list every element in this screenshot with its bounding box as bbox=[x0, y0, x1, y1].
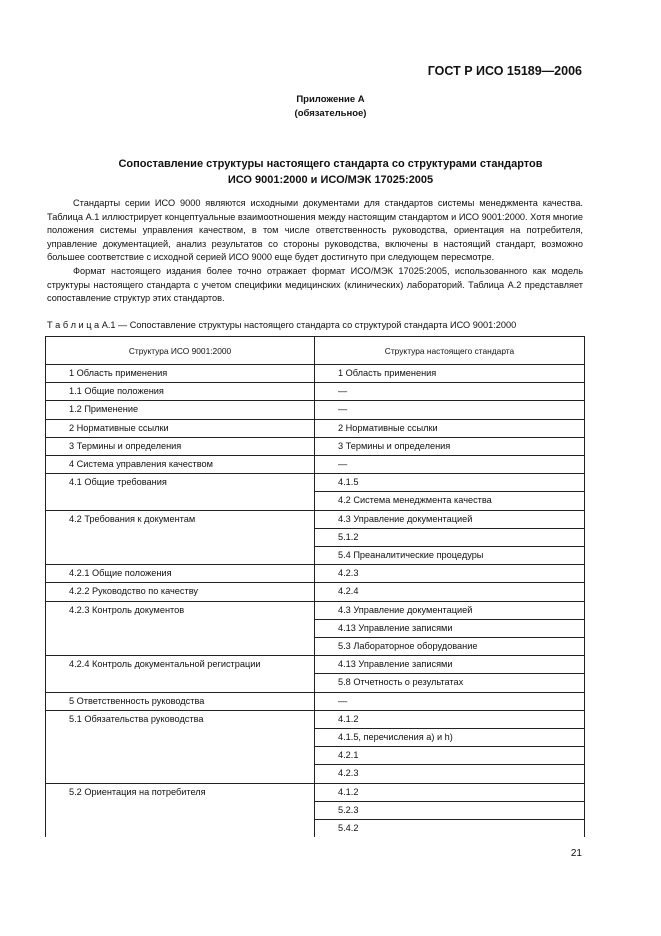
iso9001-clause: 4.2.2 Руководство по качеству bbox=[46, 583, 315, 601]
this-standard-clause: 4.1.5 bbox=[315, 474, 585, 492]
table-row bbox=[46, 656, 585, 674]
this-standard-clause: 5.4.2 bbox=[315, 820, 585, 838]
table-row bbox=[46, 437, 585, 455]
section-title-line2: ИСО 9001:2000 и ИСО/МЭК 17025:2005 bbox=[227, 174, 434, 186]
iso9001-clause: 5 Ответственность руководства bbox=[46, 692, 315, 710]
this-standard-clause: — bbox=[315, 692, 585, 710]
this-standard-clause: 4.2.4 bbox=[315, 583, 585, 601]
this-standard-clause: 4.3 Управление документацией bbox=[315, 510, 585, 528]
this-standard-clause: 5.3 Лабораторное оборудование bbox=[315, 638, 585, 656]
this-standard-clause: 4.2.3 bbox=[315, 565, 585, 583]
iso9001-clause: 1 Область применения bbox=[46, 365, 315, 383]
this-standard-clause: 4.1.2 bbox=[315, 710, 585, 728]
this-standard-clause: 4.1.5, перечисления a) и h) bbox=[315, 729, 585, 747]
header-this-standard: Структура настоящего стандарта bbox=[315, 337, 585, 365]
table-row bbox=[46, 365, 585, 383]
this-standard-clause: 1 Область применения bbox=[315, 365, 585, 383]
this-standard-clause: 4.13 Управление записями bbox=[315, 656, 585, 674]
iso9001-clause: 4.2.4 Контроль документальной регистрации bbox=[46, 656, 315, 692]
table-row bbox=[46, 456, 585, 474]
paragraph: Стандарты серии ИСО 9000 являются исходными документами для стандартов системы менеджмента качества. Таблица А.1 иллюстрирует концептуальные взаимоотношения между настоящим стандартом и ИСО 9001:2000. Хотя многие положения системы управления качеством, в том числе ответственность руководства, ориентация на потребителя, управление документацией, анализ результатов со стороны руководства, включены в настоящий стандарт, возможно большее соответствие с исходной серией ИСО 9000 еще будет достигнуто при следующем пересмотре. bbox=[47, 198, 583, 263]
table-row bbox=[46, 583, 585, 601]
table-row bbox=[46, 419, 585, 437]
table-row bbox=[46, 401, 585, 419]
iso9001-clause: 2 Нормативные ссылки bbox=[46, 419, 315, 437]
table-row bbox=[46, 383, 585, 401]
this-standard-clause: 4.3 Управление документацией bbox=[315, 601, 585, 619]
table-row bbox=[46, 565, 585, 583]
table-row bbox=[46, 692, 585, 710]
table-row bbox=[46, 601, 585, 619]
appendix-title: Приложение А bbox=[296, 94, 365, 105]
this-standard-clause: 5.2.3 bbox=[315, 801, 585, 819]
this-standard-clause: 4.1.2 bbox=[315, 783, 585, 801]
iso9001-clause: 1.1 Общие положения bbox=[46, 383, 315, 401]
this-standard-clause: 5.4 Преаналитические процедуры bbox=[315, 547, 585, 565]
iso9001-clause: 3 Термины и определения bbox=[46, 437, 315, 455]
table-row bbox=[46, 783, 585, 801]
table-body bbox=[46, 365, 585, 838]
this-standard-clause: 2 Нормативные ссылки bbox=[315, 419, 585, 437]
iso9001-clause: 4 Система управления качеством bbox=[46, 456, 315, 474]
this-standard-clause: — bbox=[315, 456, 585, 474]
table-header-row bbox=[46, 337, 585, 365]
header-iso9001: Структура ИСО 9001:2000 bbox=[46, 337, 315, 365]
table-row bbox=[46, 474, 585, 492]
iso9001-clause: 4.2.1 Общие положения bbox=[46, 565, 315, 583]
this-standard-clause: 4.2 Система менеджмента качества bbox=[315, 492, 585, 510]
this-standard-clause: — bbox=[315, 401, 585, 419]
table-caption: Т а б л и ц а А.1 — Сопоставление структуры настоящего стандарта со структурой стандарта ИСО 9001:2000 bbox=[47, 320, 517, 330]
section-title bbox=[0, 156, 661, 188]
standard-code: ГОСТ Р ИСО 15189—2006 bbox=[427, 64, 582, 78]
this-standard-clause: — bbox=[315, 383, 585, 401]
table-row bbox=[46, 710, 585, 728]
iso9001-clause: 4.2 Требования к документам bbox=[46, 510, 315, 565]
comparison-table bbox=[45, 336, 585, 837]
this-standard-clause: 5.8 Отчетность о результатах bbox=[315, 674, 585, 692]
this-standard-clause: 4.2.1 bbox=[315, 747, 585, 765]
iso9001-clause: 5.1 Обязательства руководства bbox=[46, 710, 315, 783]
page-number: 21 bbox=[570, 848, 582, 859]
this-standard-clause: 5.1.2 bbox=[315, 528, 585, 546]
this-standard-clause: 4.13 Управление записями bbox=[315, 619, 585, 637]
this-standard-clause: 3 Термины и определения bbox=[315, 437, 585, 455]
section-title-line1: Сопоставление структуры настоящего стандарта со структурами стандартов bbox=[118, 158, 543, 170]
paragraph: Формат настоящего издания более точно отражает формат ИСО/МЭК 17025:2005, использованного как модель структуры настоящего стандарта с учетом специфики медицинских (клинических) лабораторий. Таблица А.2 представляет сопоставление структур этих стандартов. bbox=[47, 265, 583, 304]
iso9001-clause: 4.1 Общие требования bbox=[46, 474, 315, 510]
table-row bbox=[46, 510, 585, 528]
this-standard-clause: 4.2.3 bbox=[315, 765, 585, 783]
appendix-status: (обязательное) bbox=[294, 108, 367, 119]
iso9001-clause: 5.2 Ориентация на потребителя bbox=[46, 783, 315, 837]
intro-text bbox=[47, 197, 583, 306]
iso9001-clause: 1.2 Применение bbox=[46, 401, 315, 419]
iso9001-clause: 4.2.3 Контроль документов bbox=[46, 601, 315, 656]
